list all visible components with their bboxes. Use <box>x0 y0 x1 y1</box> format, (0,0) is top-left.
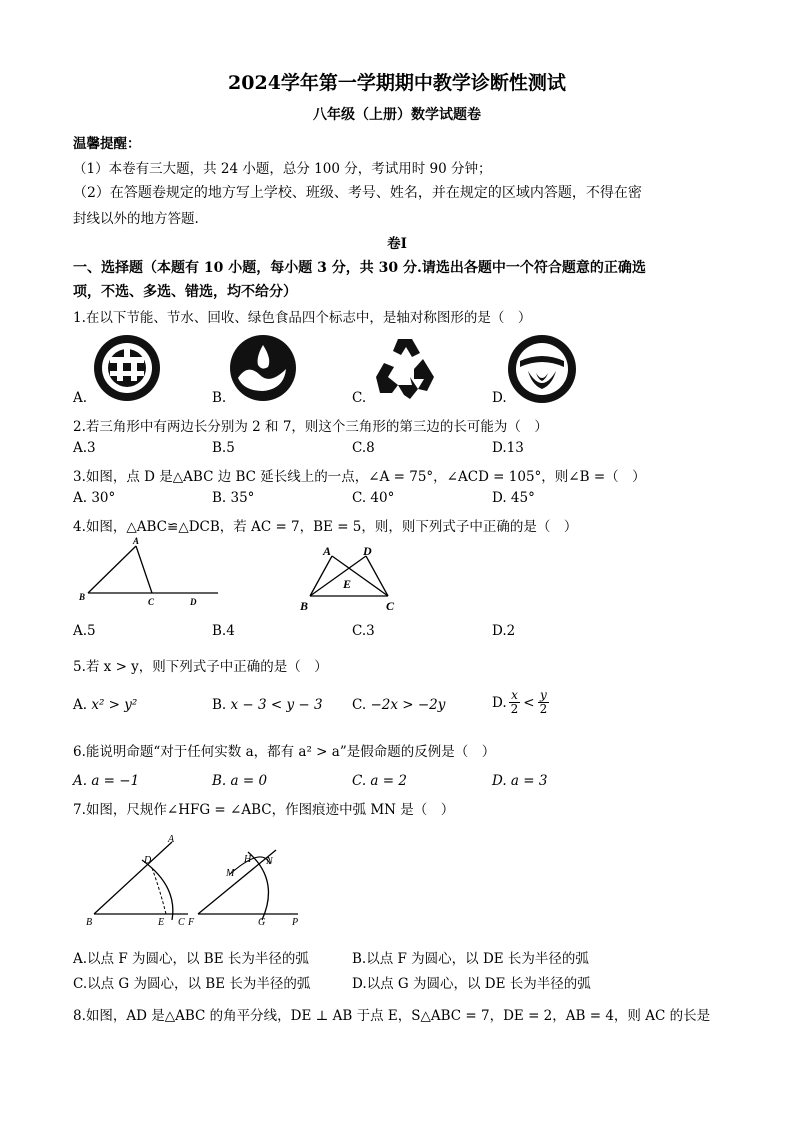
q4-stem: 4.如图，△ABC≌△DCB，若 AC = 7，BE = 5，则，则下列式子中正确的是（ ） <box>73 519 578 535</box>
q5-option-b-letter: B. <box>212 697 227 713</box>
q5-option-d-frac-y-num: y <box>540 688 547 702</box>
section-heading-line2: 项，不选、多选、错选，均不给分） <box>73 284 297 300</box>
q7-fig-label-f: F <box>188 917 195 928</box>
q2-option-d[interactable]: D.13 <box>492 440 524 456</box>
q5-option-d-frac-y-den: 2 <box>539 702 548 716</box>
q1-option-c[interactable]: C. <box>352 390 367 406</box>
q4-option-b[interactable]: B.4 <box>212 623 235 639</box>
q3-option-c[interactable]: C. 40° <box>352 490 395 506</box>
q4-fig2-label-d: D <box>363 544 372 558</box>
q3-stem: 3.如图，点 D 是△ABC 边 BC 延长线上的一点，∠A = 75°，∠ACD = 105°，则∠B =（ ） <box>73 469 646 485</box>
q7-fig-label-c: C <box>178 917 185 928</box>
q7-fig-label-n: N <box>266 856 273 867</box>
q7-fig-label-m: M <box>226 868 235 879</box>
q5-option-b[interactable] <box>212 697 323 713</box>
q4-fig2-label-b: B <box>300 599 309 613</box>
q4-figure-2 <box>296 540 406 616</box>
q1-stem: 1.在以下节能、节水、回收、绿色食品四个标志中，是轴对称图形的是（ ） <box>73 310 532 326</box>
q6-option-c[interactable]: C. a = 2 <box>352 773 407 789</box>
volume-label: 卷Ⅰ <box>387 236 407 252</box>
q1-option-d[interactable]: D. <box>492 390 507 406</box>
q4-option-d[interactable]: D.2 <box>492 623 516 639</box>
q4-fig2-label-e: E <box>343 577 352 591</box>
q2-option-a[interactable]: A.3 <box>73 440 96 456</box>
q7-option-c[interactable]: C.以点 G 为圆心，以 BE 长为半径的弧 <box>73 976 311 992</box>
q1-option-a[interactable]: A. <box>73 390 88 406</box>
q5-option-d-frac-x <box>509 689 521 716</box>
q5-option-a-expr: x² > y² <box>91 697 138 713</box>
q6-option-a[interactable]: A. a = −1 <box>73 773 140 789</box>
q4-fig1-label-a: A <box>133 536 140 546</box>
q4-fig2-label-a: A <box>323 544 332 558</box>
section-heading-line1: 一、选择题（本题有 10 小题，每小题 3 分，共 30 分.请选出各题中一个符合题意的正确选 <box>73 260 646 276</box>
q7-fig-label-g: G <box>258 917 266 928</box>
q7-option-b[interactable]: B.以点 F 为圆心，以 DE 长为半径的弧 <box>352 951 589 967</box>
q7-option-d[interactable]: D.以点 G 为圆心，以 DE 长为半径的弧 <box>352 976 591 992</box>
green-food-logo <box>506 333 578 405</box>
water-saving-logo <box>228 333 298 403</box>
q2-option-b[interactable]: B.5 <box>212 440 235 456</box>
q5-option-c-expr: −2x > −2y <box>370 697 446 713</box>
q3-option-b[interactable]: B. 35° <box>212 490 255 506</box>
q6-stem: 6.能说明命题“对于任何实数 a，都有 a² > a”是假命题的反例是（ ） <box>73 744 496 760</box>
q7-fig-label-e: E <box>158 917 165 928</box>
q4-option-c[interactable]: C.3 <box>352 623 375 639</box>
q6-option-b[interactable]: B. a = 0 <box>212 773 268 789</box>
q2-option-c[interactable]: C.8 <box>352 440 375 456</box>
notice-heading: 温馨提醒： <box>73 136 141 152</box>
q5-option-d-frac-x-den: 2 <box>510 702 519 716</box>
q5-stem: 5.若 x > y，则下列式子中正确的是（ ） <box>73 659 328 675</box>
q5-option-c[interactable] <box>352 697 445 713</box>
exam-title: 2024学年第一学期期中教学诊断性测试 <box>228 72 566 94</box>
q7-fig-label-p: P <box>292 917 299 928</box>
q3-option-a[interactable]: A. 30° <box>73 490 116 506</box>
q8-stem: 8.如图，AD 是△ABC 的角平分线，DE ⊥ AB 于点 E，S△ABC = 7，DE = 2，AB = 4，则 AC 的长是 <box>73 1008 711 1024</box>
q7-fig-label-a: A <box>168 834 175 845</box>
q4-fig1-label-b: B <box>79 592 86 602</box>
q7-fig-label-d: D <box>144 855 152 866</box>
q7-option-a[interactable]: A.以点 F 为圆心，以 BE 长为半径的弧 <box>73 951 309 967</box>
notice-item-2a: （2）在答题卷规定的地方写上学校、班级、考号、姓名，并在规定的区域内答题，不得在密 <box>73 185 642 201</box>
q4-fig2-label-c: C <box>386 599 395 613</box>
q5-option-d-frac-x-num: x <box>511 688 518 702</box>
q5-option-d[interactable] <box>492 689 549 716</box>
q5-option-a-letter: A. <box>73 697 88 713</box>
q6-option-d[interactable]: D. a = 3 <box>492 773 548 789</box>
q5-option-d-letter: D. <box>492 694 507 711</box>
q2-stem: 2.若三角形中有两边长分别为 2 和 7，则这个三角形的第三边的长可能为（ ） <box>73 419 548 435</box>
notice-item-1: （1）本卷有三大题，共 24 小题，总分 100 分，考试用时 90 分钟； <box>73 161 492 177</box>
q7-fig-label-b: B <box>86 917 93 928</box>
recycling-logo <box>368 333 440 405</box>
q5-option-d-lt: < <box>523 694 535 711</box>
q7-fig-label-h: H <box>244 854 252 865</box>
q5-option-c-letter: C. <box>352 697 367 713</box>
energy-saving-logo <box>92 333 162 403</box>
q4-fig1-label-c: C <box>148 597 155 607</box>
q7-figure <box>80 828 320 930</box>
notice-item-2b: 封线以外的地方答题. <box>73 211 199 227</box>
q5-option-a[interactable] <box>73 697 137 713</box>
exam-subtitle: 八年级（上册）数学试题卷 <box>313 107 481 123</box>
q4-fig1-label-d: D <box>190 597 197 607</box>
q4-option-a[interactable]: A.5 <box>73 623 96 639</box>
q4-figure-1 <box>76 536 226 608</box>
q3-option-d[interactable]: D. 45° <box>492 490 535 506</box>
q1-option-b[interactable]: B. <box>212 390 227 406</box>
q5-option-b-expr: x − 3 < y − 3 <box>230 697 323 713</box>
q5-option-d-frac-y <box>538 689 550 716</box>
q7-stem: 7.如图，尺规作∠HFG = ∠ABC，作图痕迹中弧 MN 是（ ） <box>73 802 455 818</box>
